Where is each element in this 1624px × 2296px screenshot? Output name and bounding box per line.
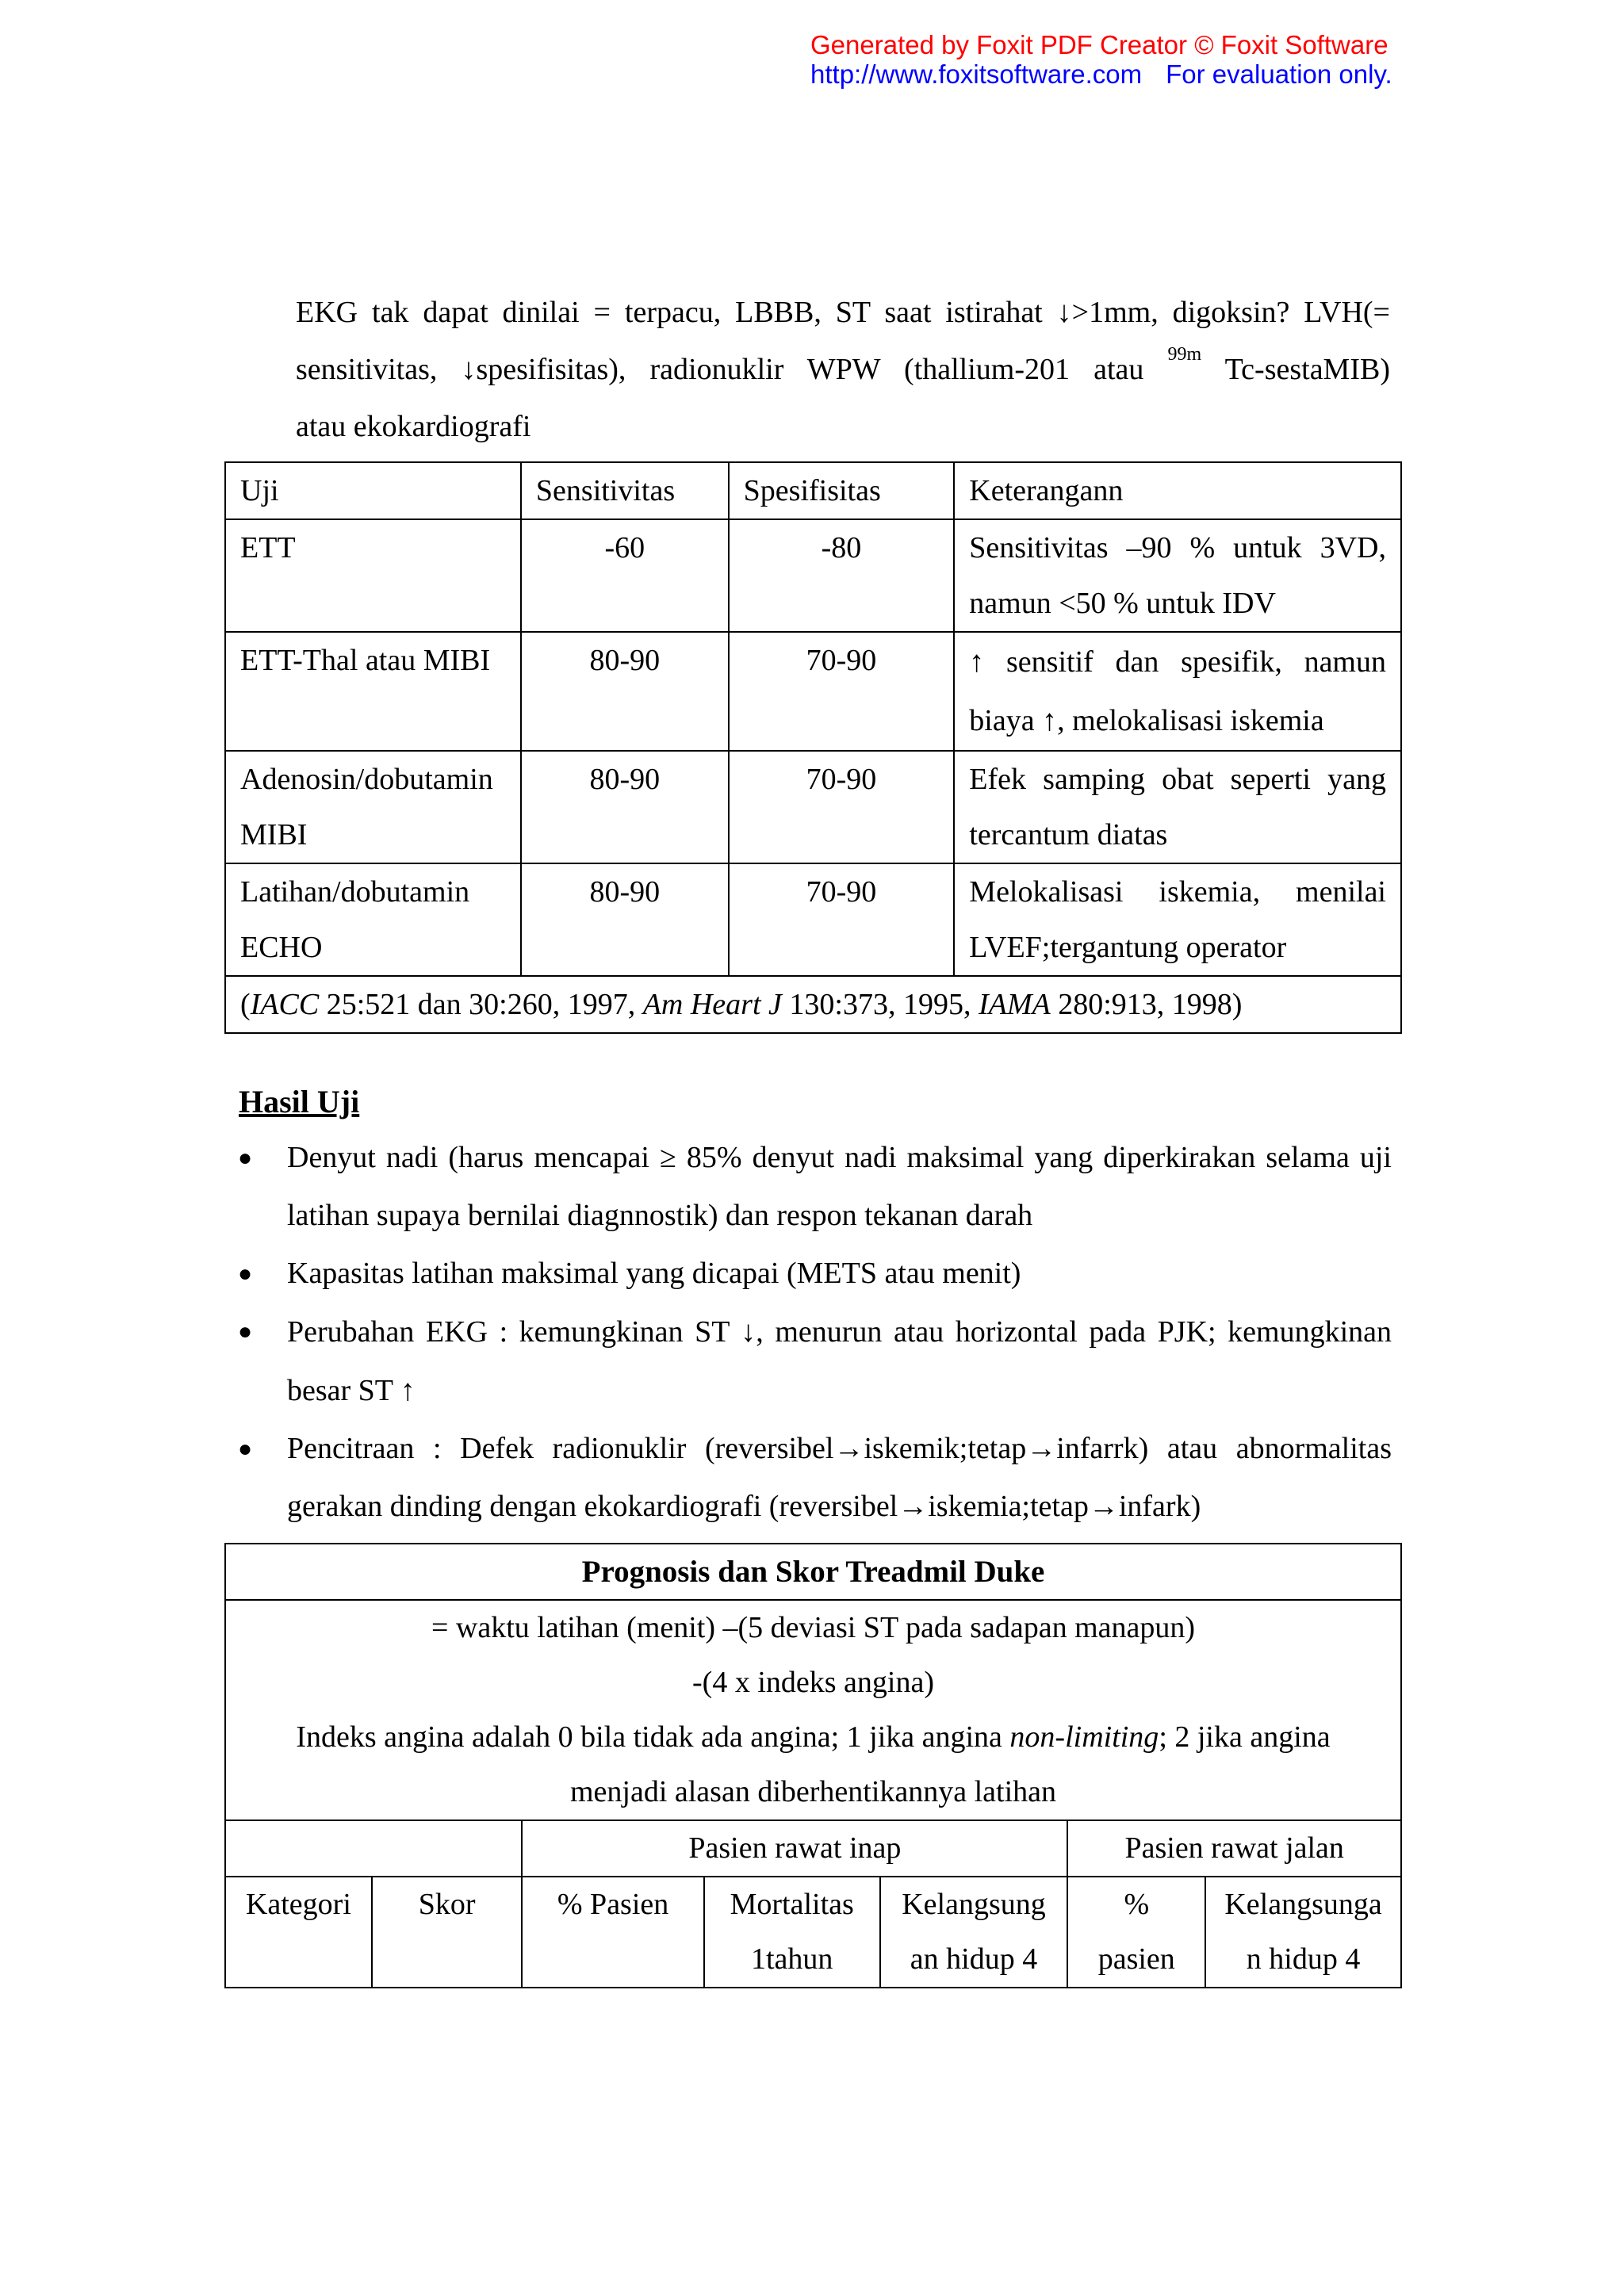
cell-spesifisitas: -80 [729,519,955,632]
journal-name: IACC [250,988,320,1021]
col-kelangsungan-jalan [1205,1877,1401,1988]
note-emphasis: non-limiting [1009,1720,1159,1754]
duke-formula-cell [225,1600,1401,1820]
citation-text: 130:373, 1995, [781,988,979,1021]
group-rawat-jalan: Pasien rawat jalan [1067,1820,1401,1877]
list-item [238,1420,1392,1536]
col-persen-pasien: % Pasien [522,1877,703,1988]
cell-uji: ETT-Thal atau MIBI [225,632,521,751]
cell-spesifisitas: 70-90 [729,751,955,863]
group-rawat-inap: Pasien rawat inap [522,1820,1067,1877]
duke-group-row [225,1820,1401,1877]
cell-keterangan: Melokalisasi iskemia, menilai LVEF;tergantung operator [954,863,1401,976]
cell-spesifisitas: 70-90 [729,632,955,751]
journal-name: Am Heart J [642,988,782,1021]
col-line: 1tahun [750,1942,833,1976]
citation-row [225,976,1401,1033]
col-kategori: Kategori [225,1877,372,1988]
duke-title: Prognosis dan Skor Treadmil Duke [225,1544,1401,1600]
cell-sensitivitas: 80-90 [521,863,729,976]
col-line: an hidup 4 [910,1942,1038,1976]
section-title-hasil-uji: Hasil Uji [239,1084,360,1119]
col-mortalitas [704,1877,880,1988]
header-keterangan: Keterangann [954,462,1401,519]
note-text: ; 2 jika angina menjadi alasan diberhentikannya latihan [569,1720,1331,1808]
table-row [225,751,1401,863]
intro-line-3: atau ekokardiografi [296,410,531,443]
isotope-superscript: 99m [1167,344,1202,365]
list-item-text: Perubahan EKG : kemungkinan ST ↓, menurun atau horizontal pada PJK; kemungkinan besar ST ↑ [287,1315,1392,1407]
cell-sensitivitas: 80-90 [521,751,729,863]
cell-spesifisitas: 70-90 [729,863,955,976]
list-item-text: Pencitraan : Defek radionuklir (reversibel→iskemik;tetap→infarrk) atau abnormalitas gerakan dinding dengan ekokardiografi (reversibel→iskemia;tetap→infark) [287,1432,1392,1523]
col-line: % [1124,1888,1150,1921]
cell-keterangan: Sensitivitas –90 % untuk 3VD, namun <50 % untuk IDV [954,519,1401,632]
intro-paragraph [296,284,1390,455]
citation-text: ( [240,988,251,1021]
cell-sensitivitas: -60 [521,519,729,632]
list-item-text: Denyut nadi (harus mencapai ≥ 85% denyut nadi maksimal yang diperkirakan selama uji latihan supaya bernilai diagnnostik) dan respon tekanan darah [287,1141,1392,1232]
watermark-url: http://www.foxitsoftware.com [810,59,1143,89]
col-persen-pasien-jalan [1067,1877,1205,1988]
intro-line-2a: sensitivitas, ↓spesifisitas), radionuklir WPW (thallium-201 atau [296,353,1144,386]
duke-header-row [225,1877,1401,1988]
duke-angina-note [258,1710,1369,1820]
list-item [238,1245,1392,1303]
test-comparison-table [224,461,1402,1034]
cell-uji: Adenosin/dobutamin MIBI [225,751,521,863]
col-line: pasien [1097,1942,1175,1976]
header-uji: Uji [225,462,521,519]
bullet-icon: ● [238,1145,253,1171]
citation-text: 280:913, 1998) [1050,988,1243,1021]
note-text: Indeks angina adalah 0 bila tidak ada angina; 1 jika angina [296,1720,1010,1754]
list-item [238,1129,1392,1245]
duke-treadmill-table [224,1543,1402,1988]
duke-formula-line2: -(4 x indeks angina) [692,1666,934,1699]
journal-name: IAMA [978,988,1051,1021]
cell-uji: ETT [225,519,521,632]
hasil-uji-list [238,1129,1392,1536]
table-row [225,632,1401,751]
col-line: Kelangsung [902,1888,1046,1921]
table-row [225,863,1401,976]
intro-line-2b: Tc-sestaMIB) [1224,353,1390,386]
col-line: n hidup 4 [1246,1942,1361,1976]
list-item-text: Kapasitas latihan maksimal yang dicapai (METS atau menit) [287,1257,1021,1290]
bullet-icon: ● [238,1436,253,1462]
col-skor: Skor [372,1877,523,1988]
citation-cell [225,976,1401,1033]
intro-line-2 [296,341,1390,398]
header-sensitivitas: Sensitivitas [521,462,729,519]
cell-keterangan: Efek samping obat seperti yang tercantum diatas [954,751,1401,863]
table-row [225,519,1401,632]
citation-text: 25:521 dan 30:260, 1997, [319,988,643,1021]
table-header-row [225,462,1401,519]
col-line: Mortalitas [730,1888,854,1921]
watermark-line2 [810,59,1603,89]
col-line: Kelangsunga [1224,1888,1382,1921]
bullet-icon: ● [238,1318,253,1345]
header-spesifisitas: Spesifisitas [729,462,955,519]
foxit-watermark [810,30,1603,89]
duke-formula-line1: = waktu latihan (menit) –(5 deviasi ST pada sadapan manapun) [431,1611,1196,1644]
cell-keterangan: ↑ sensitif dan spesifik, namun biaya ↑, melokalisasi iskemia [954,632,1401,751]
watermark-line1: Generated by Foxit PDF Creator © Foxit Software [810,30,1388,59]
bullet-icon: ● [238,1261,253,1287]
empty-group-cell [225,1820,522,1877]
duke-formula-row [225,1600,1401,1820]
intro-line-1: EKG tak dapat dinilai = terpacu, LBBB, ST saat istirahat ↓>1mm, digoksin? LVH(= [296,296,1390,329]
cell-uji: Latihan/dobutamin ECHO [225,863,521,976]
list-item [238,1303,1392,1420]
duke-title-row [225,1544,1401,1600]
cell-sensitivitas: 80-90 [521,632,729,751]
col-kelangsungan-inap [880,1877,1068,1988]
watermark-eval: For evaluation only. [1166,59,1392,89]
